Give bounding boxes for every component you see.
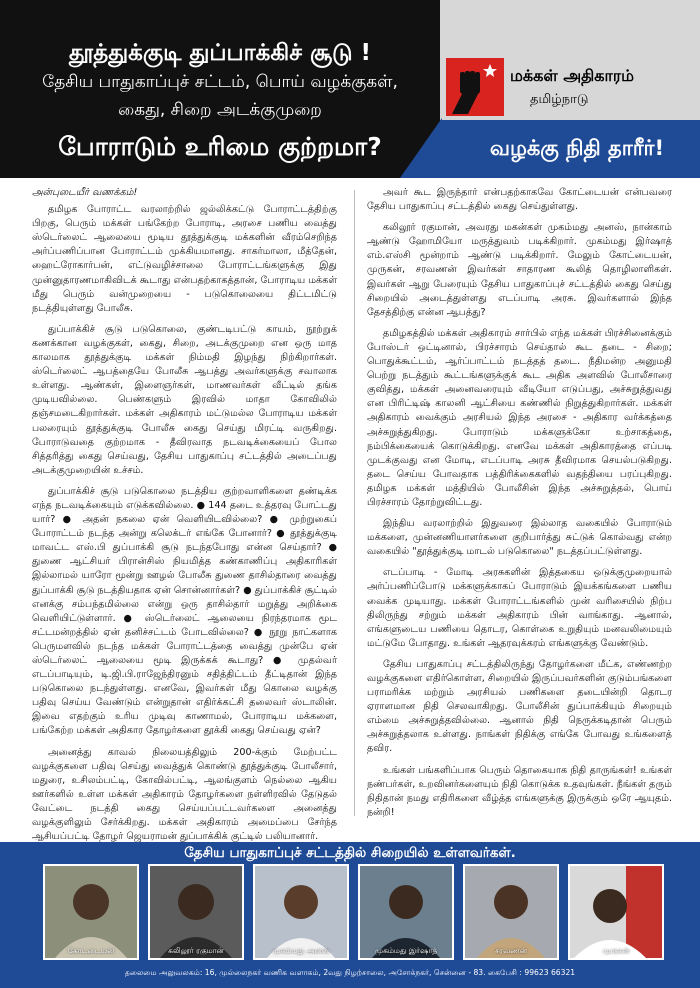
prisoner-name: கோட்டையன்: [67, 946, 115, 955]
paragraph: அனைத்து காவல் நிலையத்திலும் 200-க்கும் மேற்பட்ட வழக்குகளை பதிவு செய்து வைத்துக் கொண்டு தூத்துக்குடி போலீசார், மதுரை, உசிலம்பட்டி, கோவில்பட்டி, ஆலங்குளம் நெல்லை ஆகிய ஊர்களில் உள்ள மக்கள் அதிகாரம் தோழர்களை நள்ளிரவில் தேடுதல் வேட்டை நடத்தி கைது செய்யப்பட்டவர்களை அனைத்து வழக்குளிலும் சேர்க்கிறது. மக்கள் அதிகாரம் அமைப்பை சேர்ந்த ஆசியப்பட்டி தோழர் ஜெயராமன் துப்பாக்கிக் குட்டில் பலியானார்.: [32, 746, 337, 843]
prisoners-title: தேசிய பாதுகாப்புச் சட்டத்தில் சிறையில் உள்ளவர்கள்.: [184, 845, 516, 861]
paragraph: கலிலூர் ரகுமான், அவரது மகன்கள் முகம்மது அனஸ், நான்காம் ஆண்டு ஹோமியோ மருத்துவம் படிக்கிறார். முகம்மது இர்ஷாத் எம்.எஸ்சி மூன்றாம் ஆண்டு படிக்கிறார். மேலும் கோட்டையன், முருகன், சரவணன் இவர்கள் சாதாரண கூலித் தொழிலாளிகள். இவர்கள் ஆறு பேரையும் தேசிய பாதுகாப்புச் சட்டத்தில் கைது செய்து சிறையில் அடைத்துள்ளது எடப்பாடி அரசு. இவர்களால் இந்த தேசத்திற்கு என்ன ஆபத்து?: [367, 222, 672, 318]
appeal-article: [32, 186, 672, 843]
donation-slogan: வழக்கு நிதி தாரீர்!: [489, 136, 665, 160]
headline-title: தூத்துக்குடி துப்பாக்கிச் சூடு !: [68, 40, 372, 66]
paragraph: துப்பாக்கிச் சூடு படுகொலை, குண்டடிபட்டு காயம், நூற்றுக் கணக்கான வழக்குகள், கைது, சிறை, அடக்குமுறை என ஒரு மாத காலமாக தூத்துக்குடி மக்கள் நிம்மதி இழந்து நிற்கிறார்கள். ஸ்டெர்லைட் ஆபத்தையே போலீசு ஆபத்து அவர்களுக்கு சவாலாக உள்ளது. ஆண்கள், இளைஞர்கள், மாணவர்கள் வீட்டில் தங்க முடியவில்லை. பெண்களும் இரவில் மாதா கோவிலில் தஞ்சமடைகிறார்கள். மக்கள் அதிகாரம் மட்டுமல்ல போராடிய மக்கள் பலரையும் தூத்துக்குடி போலீசு கைது செய்து மிரட்டி வருகிறது. போராடுவதை குற்றமாக - தீவிரவாத நடவடிக்கையைப் போல சித்தரித்து கைது செய்வது, தேசிய பாதுகாப்பு சட்டத்தில் அடைப்பது அடக்குமுறையின் உச்சம்.: [32, 323, 337, 476]
paragraph: தேசிய பாதுகாப்பு சட்டத்திலிருந்து தோழர்களை மீட்க, எண்ணற்ற வழக்குகளை எதிர்கொள்ள, சிறையில் இருப்பவர்களின் குடும்பங்களை பராமரிக்க மற்றும் அரசியல் பணிகளை தடையின்றி தொடர ஏராளமான நிதி செலவாகிறது. போலீசின் துப்பாக்கியும் சிறையும் எம்மை அச்சுறுத்தவில்லை. ஆனால் நிதி நெருக்கடிதான் பெரும் அச்சுறுத்தலாக உள்ளது. நாங்கள் நிதிக்கு எங்கே போவது உங்களைத் தவிர.: [367, 658, 672, 755]
prisoner-name: கலிலூர் ரகுமான்: [168, 946, 224, 955]
article-column-right: [367, 186, 672, 822]
person-photo-icon: [43, 864, 139, 960]
paragraph: தமிழக போராட்ட வரலாற்றில் ஜல்லிக்கட்டு போராட்டத்திற்கு பிறகு, பெரும் மக்கள் பங்கேற்ற போராடி, அரசை பணிய வைத்து ஸ்டெர்லைட் ஆலையை மூடிய தூத்துக்குடி மக்களின் வீரம்செறிந்த அர்ப்பணிப்பான போராட்டம் முக்கியமானது. சாகர்மாலா, மீத்தேன், ஹைட்ரோகார்பன், எட்டுவழிச்சாலை போராட்டங்களுக்கு இது முன்னுதாரணமாகிவிடக் கூடாது என்பதற்காகத்தான், போராடிய மக்கள் மீது பெரும் வன்முறையை - படுகொலையை திட்டமிட்டு நடத்தியுள்ளது போலீசு.: [32, 204, 337, 314]
prisoner-name: முகம்மது இர்ஷாத்: [374, 946, 438, 955]
header-banner: [0, 0, 700, 178]
greeting: அன்புடையீர் வணக்கம்!: [32, 187, 138, 198]
prisoner-name: முருகன்: [602, 946, 630, 955]
person-photo-icon: [358, 864, 454, 960]
raised-fist-icon: [446, 58, 504, 116]
person-photo-icon: [148, 864, 244, 960]
org-name: மக்கள் அதிகாரம்: [510, 66, 634, 85]
person-photo-icon: [253, 864, 349, 960]
headline-subtitle-line2: கைது, சிறை அடக்குமுறை: [118, 100, 322, 120]
person-photo-icon: [568, 864, 664, 960]
paragraph: எடப்பாடி - மோடி அரசுகளின் இத்தகைய ஒடுக்குமுறையால் அர்ப்பணிப்போடு மக்களுக்காகப் போராடும் இயக்கங்களை பணிய வைக்க முடியாது. மக்கள் போராட்டங்களில் முன் வரிசையில் நிற்ப திலிருந்து சற்றும் மக்கள் அதிகாரம் பின் வாங்காது. ஆனால், எங்களுடைய பணியை தொடர, கொள்கை உறுதியும் மனவலிமையும் மட்டுமே போதாது. உங்கள் ஆதரவுக்கரம் எங்களுக்கு வேண்டும்.: [367, 567, 672, 649]
office-address: தலைமை அலுவலகம்: 16, முல்லைநகர் வணிக வளாகம், 2வது நிழற்சாலை, அசோக்நகர், சென்னை - 83. கைபேசி : 99623 66321: [124, 968, 576, 977]
person-photo-icon: [463, 864, 559, 960]
prisoners-section: [0, 842, 700, 988]
paragraph: உங்கள் பங்களிப்பாக பெரும் தொகையாக நிதி தாருங்கள்! உங்கள் நண்பர்கள், உறவினர்களையும் நிதி கொடுக்க உதவுங்கள். நீங்கள் தரும் நிதிதான் நமது எதிரிகளை வீழ்த்த எங்களுக்கு இருக்கும் ஒரே ஆயுதம். நன்றி!: [367, 764, 672, 818]
column-divider: [354, 190, 355, 816]
headline-subtitle-line1: தேசிய பாதுகாப்புச் சட்டம், பொய் வழக்குகள்,: [42, 72, 398, 92]
article-column-left: [32, 186, 338, 843]
headline-question: போராடும் உரிமை குற்றமா?: [58, 132, 382, 161]
prisoner-name: சரவணன்: [494, 946, 528, 955]
org-region: தமிழ்நாடு: [530, 92, 589, 107]
paragraph: தமிழகத்தில் மக்கள் அதிகாரம் சார்பில் எந்த மக்கள் பிரச்சினைக்கும் போஸ்டர் ஒட்டினால், பிரச்சாரம் செய்தால் கூட தடை - சிறை; பொதுக்கூட்டம், ஆர்ப்பாட்டம் நடத்தத் தடை. நீதிமன்ற அனுமதி பெற்று நடத்தும் கூட்டங்களுக்குக் கூட அதிக அளவில் போலீசாரை குவித்து, மக்கள் அனைவரையும் வீடியோ எடுப்பது, அச்சுறுத்துவது என பிரிட்டிஷ் காலனி ஆட்சியை கண்ணில் நிறுத்துகிறார்கள். மக்கள் அதிகாரம் வைக்கும் அரசியல் இந்த அரசை - அதிகார வர்க்கத்தை அச்சுறுத்துகிறது. போராடும் மக்களுக்கோ உற்சாகத்தை, நம்பிக்கையைக் கொடுக்கிறது. எனவே மக்கள் அதிகாரத்தை எப்படி முடக்குவது என மோடி, எடப்பாடி அரசு தீவிரமாக செயல்படுகிறது. தடை செய்ய போவதாக பத்திரிக்கைகளில் வதந்தியை பரப்புகிறது. தமிழக மக்கள் மத்தியில் போலீசின் இந்த அச்சுறுத்தல், பொய் பிரச்சாரம் தோற்றுவிட்டது.: [367, 327, 672, 508]
paragraph: இந்திய வரலாற்றில் இதுவரை இல்லாத வகையில் போராடும் மக்களை, முன்னணியாளர்களை குறிபார்த்து சுட்டுக் கொல்வது என்ற வகையில் "தூத்துக்குடி மாடல் படுகொலை" நடத்தப்பட்டுள்ளது.: [367, 518, 672, 558]
prisoner-name: முகம்மது அனஸ்: [272, 946, 330, 955]
paragraph: துப்பாக்கிச் சூடு படுகொலை நடத்திய குற்றவாளிகளை தண்டிக்க எந்த நடவடிக்கையும் எடுக்கவில்லை. ● 144 தடை உத்தரவு போட்டது யார்? ● அதன் நகலை ஏன் வெளியிடவில்லை? ● முற்றுகைப் போராட்டம் நடந்த அன்று கலெக்டர் எங்கே போனார்? ● தூத்துக்குடி மாவட்ட எஸ்.பி துப்பாக்கி சூடு நடந்தபோது என்ன செய்தார்? ● துணை ஆட்சியர் பிரான்சிஸ் நியமித்த கண்காணிப்பு அதிகாரிகள் இல்லாமல் யாரோ மூன்று ஊழல் போலீசு துணை தாசில்தாரை வைத்து துப்பாக்கி சூடு நடத்தியதாக ஏன் சொன்னார்கள்? ● துப்பாக்கிச் சூட்டில் எனக்கு சம்பந்தமில்லை என்று ஒரு தாசில்தார் மறுத்து அறிக்கை வெளியிட்டுள்ளார். ● ஸ்டெர்லைட் ஆலையை நிரந்தரமாக மூட சட்டமன்றத்தில் ஏன் தனிச்சட்டம் போடவில்லை? ● நூறு நாட்களாக பெருமளவில் நடந்த மக்கள் போராட்டத்தை வைத்து முன்பே ஏன் ஸ்டெர்லைட் ஆலையை மூடி இருக்கக் கூடாது? ● முதல்வர் எடப்பாடியும், டி.ஜி.பி.ராஜேந்திரனும் சதித்திட்டம் தீட்டிதான் இந்த படுகொலை நடந்துள்ளது. எனவே, இவர்கள் மீது கொலை வழக்கு பதிவு செய்ய வேண்டும் என்றுதான் எதிர்க்கட்சி தலைவர் ஸ்டாலின். இவை எதற்கும் உரிய முடிவு காணாமல், போராடிய மக்களை, பங்கேற்ற மக்கள் அதிகார தோழர்களை தூக்கி கைது செய்வது ஏன்?: [32, 485, 338, 737]
paragraph: அவர் கூட இருந்தார் என்பதற்காகவே கோட்டையன் என்பவரை தேசிய பாதுகாப்பு சட்டத்தில் கைது செய்துள்ளது.: [367, 187, 672, 213]
